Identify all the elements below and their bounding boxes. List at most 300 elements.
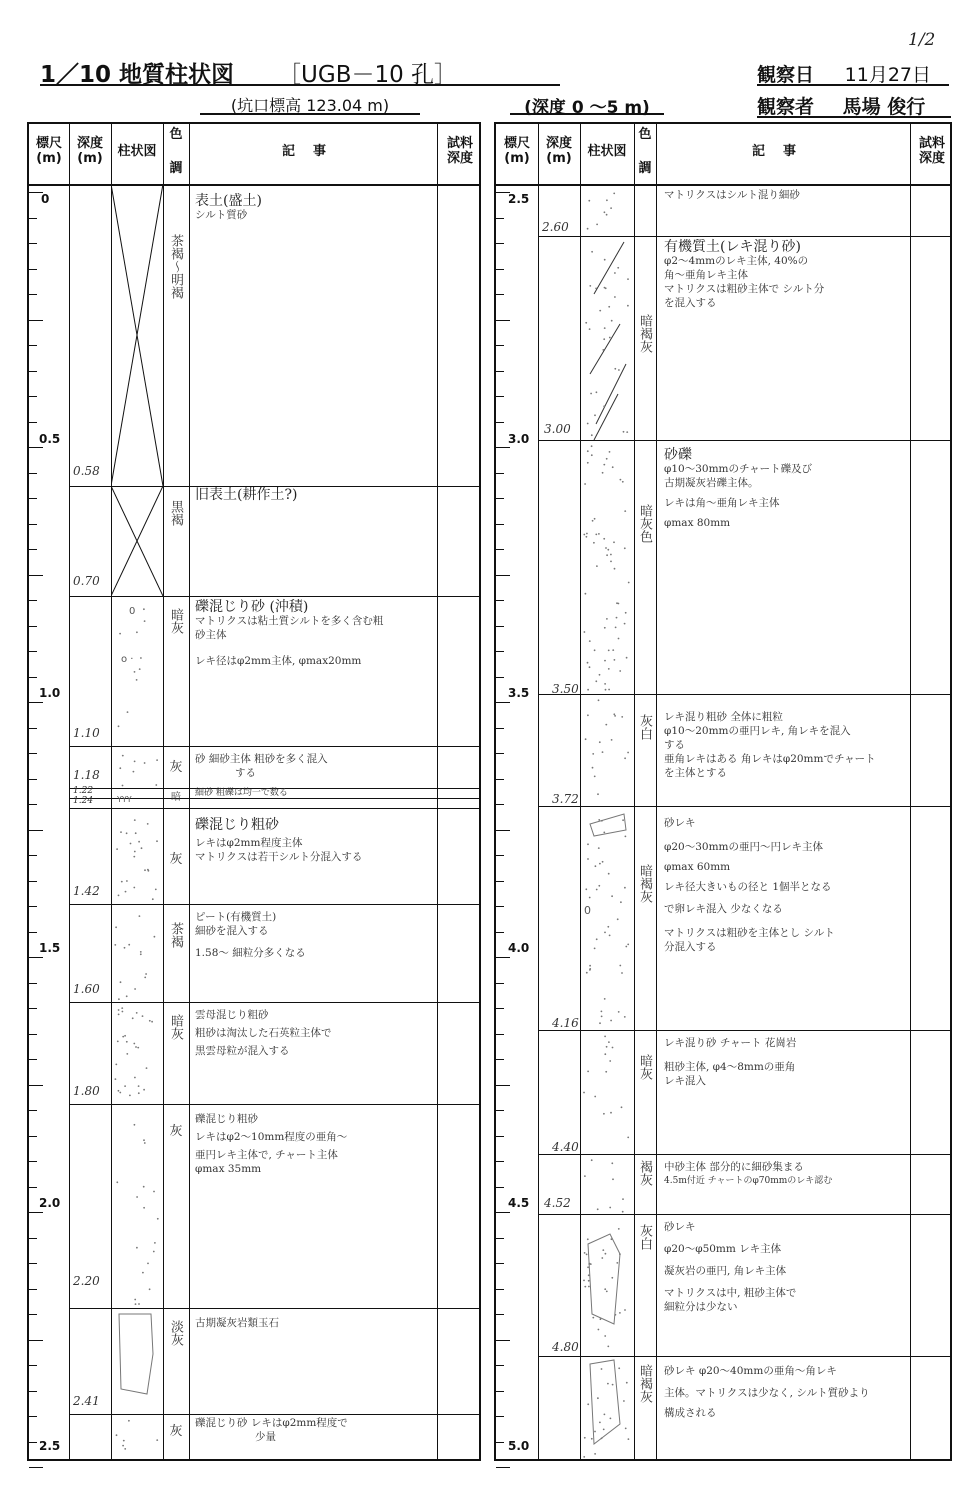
sand-dot bbox=[586, 972, 588, 974]
sand-dot bbox=[586, 536, 588, 538]
sand-dot bbox=[134, 1124, 136, 1126]
layer-color: 灰白 bbox=[637, 714, 652, 740]
sand-dot bbox=[619, 1312, 621, 1314]
sand-dot bbox=[628, 1438, 630, 1440]
sand-dot bbox=[121, 1007, 123, 1009]
sand-dot bbox=[627, 752, 629, 754]
layer-description: 礫混じり粗砂 レキはφ2mm程度主体 マトリクスは若干シルト分混入する bbox=[195, 817, 363, 863]
sand-dot bbox=[587, 689, 589, 691]
sand-dot bbox=[616, 602, 618, 604]
sand-dot bbox=[584, 1437, 586, 1439]
sand-dot bbox=[584, 483, 586, 485]
scale-tick bbox=[496, 1314, 504, 1315]
sand-dot bbox=[609, 1060, 611, 1062]
sand-dot bbox=[609, 1207, 611, 1209]
sand-dot bbox=[601, 1368, 603, 1370]
scale-label: 1.0 bbox=[39, 686, 61, 700]
sand-dot bbox=[604, 683, 606, 685]
sand-dot bbox=[583, 1280, 585, 1282]
sand-dot bbox=[604, 1288, 606, 1290]
sand-dot bbox=[584, 1175, 586, 1177]
sand-dot bbox=[592, 767, 594, 769]
sand-dot bbox=[153, 1251, 155, 1253]
sand-dot bbox=[627, 278, 629, 280]
sand-dot bbox=[608, 1041, 610, 1043]
scale-tick bbox=[496, 600, 504, 601]
sand-dot bbox=[604, 259, 606, 261]
scale-tick bbox=[496, 1161, 504, 1162]
scale-tick bbox=[29, 600, 37, 601]
sand-dot bbox=[618, 1011, 620, 1013]
scale-tick bbox=[496, 1136, 504, 1137]
sand-dot bbox=[594, 1453, 596, 1455]
scale-tick bbox=[29, 1289, 37, 1290]
sand-dot bbox=[152, 898, 154, 900]
sand-dot bbox=[601, 1011, 603, 1013]
scale-tick bbox=[496, 1442, 504, 1443]
scale-tick bbox=[496, 1059, 504, 1060]
sand-dot bbox=[119, 1092, 121, 1094]
scale-tick bbox=[496, 881, 504, 882]
sand-dot bbox=[588, 200, 590, 202]
sand-dot bbox=[118, 1090, 120, 1092]
sand-dot bbox=[118, 1014, 120, 1016]
sand-dot bbox=[594, 414, 596, 416]
sand-dot bbox=[122, 1036, 124, 1038]
sand-dot bbox=[621, 1106, 623, 1108]
sand-dot bbox=[610, 207, 612, 209]
page-number: 1/2 bbox=[908, 30, 936, 50]
sand-dot bbox=[617, 267, 619, 269]
sand-dot bbox=[149, 1020, 151, 1022]
sand-dot bbox=[612, 466, 614, 468]
scale-tick bbox=[29, 473, 37, 474]
sand-dot bbox=[126, 1041, 128, 1043]
sand-dot bbox=[624, 510, 626, 512]
sand-dot bbox=[599, 1422, 601, 1424]
sand-dot bbox=[598, 819, 600, 821]
sand-dot bbox=[144, 620, 146, 622]
sand-dot bbox=[591, 454, 593, 456]
title-text: 1／10 地質柱状図 bbox=[40, 62, 235, 88]
scale-tick bbox=[29, 269, 37, 270]
sand-dot bbox=[614, 568, 616, 570]
scale-tick bbox=[496, 1263, 504, 1264]
scale-tick bbox=[496, 830, 510, 831]
sand-dot bbox=[605, 1253, 607, 1255]
depth-label: 1.24 bbox=[73, 796, 94, 806]
scale-tick bbox=[29, 728, 37, 729]
sand-dot bbox=[587, 462, 589, 464]
sand-dot bbox=[597, 793, 599, 795]
sand-dot bbox=[122, 755, 124, 757]
layer-description: 砂レキ φ20～30mmの亜円～円レキ主体 φmax 60mm レキ径大きいもの径と 1個半となる で卵レキ混入 少なくなる マトリクスは粗砂を主体とし シルト 分混入する bbox=[664, 817, 835, 953]
scale-tick bbox=[29, 830, 43, 831]
sand-dot bbox=[614, 715, 616, 717]
sand-dot bbox=[126, 1053, 128, 1055]
sand-dot bbox=[157, 1218, 159, 1220]
sand-dot bbox=[124, 1085, 126, 1087]
sand-dot bbox=[624, 623, 626, 625]
scale-tick bbox=[29, 1008, 37, 1009]
scale-tick bbox=[29, 1263, 37, 1264]
sand-dot bbox=[134, 819, 136, 821]
scale-tick bbox=[29, 957, 43, 958]
depth-label: 4.52 bbox=[544, 1196, 571, 1210]
sand-dot bbox=[591, 251, 593, 253]
sand-dot bbox=[596, 224, 598, 226]
sand-dot bbox=[129, 1095, 131, 1097]
obs-date-value: 11月27日 bbox=[844, 64, 931, 86]
sand-dot bbox=[599, 1022, 601, 1024]
sand-dot bbox=[610, 554, 612, 556]
sand-dot bbox=[140, 951, 142, 953]
scale-tick bbox=[29, 753, 37, 754]
sand-dot bbox=[137, 1047, 139, 1049]
layer-color: 暗灰 bbox=[168, 608, 183, 634]
sand-dot bbox=[596, 391, 598, 393]
sand-dot bbox=[133, 887, 135, 889]
sand-dot bbox=[584, 1286, 586, 1288]
layer-color: 黒褐 bbox=[168, 500, 183, 526]
sand-dot bbox=[595, 680, 597, 682]
sand-dot bbox=[587, 228, 589, 230]
observer-name: 馬場 俊行 bbox=[842, 96, 926, 118]
sand-dot bbox=[588, 1263, 590, 1265]
sand-dot bbox=[605, 689, 607, 691]
hole-id: ［UGB－10 孔］ bbox=[278, 62, 458, 88]
sand-dot bbox=[143, 608, 145, 610]
scale-tick bbox=[496, 1416, 504, 1417]
layer-description: レキ混り粗砂 全体に粗粒 φ10～20mmの亜円レキ, 角レキを混入 する 亜角レキはある 角レキはφ20mmでチャート を主体とする bbox=[664, 711, 876, 779]
sand-dot bbox=[602, 349, 604, 351]
scale-tick bbox=[496, 294, 504, 295]
sand-dot bbox=[592, 520, 594, 522]
layer-description: 礫混じり砂 レキはφ2mm程度で 少量 bbox=[195, 1417, 348, 1443]
sand-dot bbox=[605, 1071, 607, 1073]
sand-dot bbox=[611, 1162, 613, 1164]
sand-dot bbox=[608, 306, 610, 308]
depth-label: 3.72 bbox=[552, 792, 579, 806]
sand-dot bbox=[122, 1445, 124, 1447]
scale-tick bbox=[496, 906, 504, 907]
sand-dot bbox=[606, 1291, 608, 1293]
sand-dot bbox=[120, 831, 122, 833]
header-depth: 深度 (m) bbox=[545, 136, 572, 166]
depth-label: 4.40 bbox=[552, 1140, 579, 1154]
scale-tick bbox=[496, 575, 510, 576]
scale-tick bbox=[496, 1365, 504, 1366]
layer-description: ピート(有機質土) 細砂を混入する 1.58～ 細粒分多くなる bbox=[195, 911, 306, 959]
sand-dot bbox=[133, 1043, 135, 1045]
sand-dot bbox=[610, 1020, 612, 1022]
sand-dot bbox=[151, 1021, 153, 1023]
sand-dot bbox=[611, 320, 613, 322]
sand-dot bbox=[608, 650, 610, 652]
layer-description: 礫混じり粗砂 レキはφ2～10mm程度の亜角～ 亜円レキ主体で, チャート主体 φmax 35mm bbox=[195, 1113, 348, 1175]
sand-dot bbox=[585, 593, 587, 595]
sand-dot bbox=[622, 1198, 624, 1200]
sand-dot bbox=[583, 1456, 585, 1458]
scale-tick bbox=[29, 1136, 37, 1137]
layer-color: 暗 bbox=[171, 792, 181, 803]
sand-dot bbox=[622, 481, 624, 483]
sand-dot bbox=[593, 542, 595, 544]
scale-tick bbox=[29, 549, 37, 550]
log-panel-right bbox=[494, 122, 952, 1461]
sand-dot bbox=[609, 451, 611, 453]
scale-tick bbox=[29, 1187, 37, 1188]
sand-dot bbox=[140, 657, 142, 659]
sand-dot bbox=[599, 310, 601, 312]
depth-label: 4.80 bbox=[552, 1340, 579, 1354]
sand-dot bbox=[127, 711, 129, 713]
sand-dot bbox=[589, 285, 591, 287]
sand-dot bbox=[587, 1403, 589, 1405]
layer-color: 茶褐 bbox=[168, 922, 183, 948]
sand-dot bbox=[603, 1429, 605, 1431]
obs-date-label: 観察日 bbox=[757, 64, 815, 86]
sand-dot bbox=[598, 699, 600, 701]
sand-dot bbox=[614, 296, 616, 298]
scale-tick bbox=[496, 651, 504, 652]
scale-label: 4.0 bbox=[508, 941, 530, 955]
sand-dot bbox=[128, 1420, 130, 1422]
layer-description: 雲母混じり粗砂 粗砂は淘汰した石英粒主体で 黒雲母粒が混入する bbox=[195, 1009, 332, 1057]
sand-dot bbox=[607, 1383, 609, 1385]
depth-label: 2.41 bbox=[73, 1394, 100, 1408]
sand-dot bbox=[603, 338, 605, 340]
scale-tick bbox=[29, 396, 37, 397]
scale-label: 0.5 bbox=[39, 432, 61, 446]
sand-dot bbox=[589, 666, 591, 668]
scale-tick bbox=[29, 881, 37, 882]
svg-text:0: 0 bbox=[584, 904, 591, 917]
scale-tick bbox=[29, 1059, 37, 1060]
sand-dot bbox=[136, 1247, 138, 1249]
sand-dot bbox=[147, 869, 149, 871]
scale-tick bbox=[29, 1391, 37, 1392]
sand-dot bbox=[116, 1181, 118, 1183]
sand-dot bbox=[604, 932, 606, 934]
scale-tick bbox=[29, 983, 37, 984]
scale-label: 2.5 bbox=[39, 1439, 61, 1453]
sand-dot bbox=[594, 518, 596, 520]
scale-label: 2.0 bbox=[39, 1196, 61, 1210]
layer-description: 表土(盛土) シルト質砂 bbox=[195, 193, 262, 221]
layer-description: レキ混り砂 チャート 花崗岩 粗砂主体, φ4～8mmの亜角 レキ混入 bbox=[664, 1037, 797, 1087]
sand-dot bbox=[602, 1249, 604, 1251]
sand-dot bbox=[119, 767, 121, 769]
sand-dot bbox=[154, 1242, 156, 1244]
scale-tick bbox=[29, 422, 37, 423]
sand-dot bbox=[612, 1384, 614, 1386]
sand-dot bbox=[116, 1434, 118, 1436]
sand-dot bbox=[121, 881, 123, 883]
observer-label: 観察者 bbox=[757, 96, 815, 118]
scale-tick bbox=[29, 1161, 37, 1162]
scale-tick bbox=[29, 447, 43, 448]
sand-dot bbox=[625, 836, 627, 838]
sand-dot bbox=[618, 1367, 620, 1369]
sand-dot bbox=[120, 981, 122, 983]
scale-tick bbox=[496, 779, 504, 780]
sand-dot bbox=[147, 1263, 149, 1265]
sand-dot bbox=[602, 472, 604, 474]
scale-tick bbox=[29, 651, 37, 652]
svg-text:o ·: o · bbox=[121, 654, 134, 665]
scale-tick bbox=[496, 932, 504, 933]
sand-dot bbox=[589, 968, 591, 970]
scale-tick bbox=[496, 218, 504, 219]
depth-label: 0.58 bbox=[73, 464, 100, 478]
scale-tick bbox=[496, 269, 504, 270]
depth-label: 1.80 bbox=[73, 1084, 100, 1098]
sand-dot bbox=[143, 1207, 145, 1209]
sand-dot bbox=[143, 1139, 145, 1141]
scale-tick bbox=[29, 345, 37, 346]
scale-label: 2.5 bbox=[508, 192, 530, 206]
sand-dot bbox=[589, 965, 591, 967]
sand-dot bbox=[625, 612, 627, 614]
sand-dot bbox=[611, 1277, 613, 1279]
sand-dot bbox=[119, 633, 121, 635]
sand-dot bbox=[606, 1046, 608, 1048]
sand-dot bbox=[156, 1439, 158, 1441]
sand-dot bbox=[620, 901, 622, 903]
scale-tick bbox=[496, 1391, 504, 1392]
sand-dot bbox=[132, 1017, 134, 1019]
sand-dot bbox=[612, 649, 614, 651]
scale-tick bbox=[496, 677, 504, 678]
sand-dot bbox=[619, 1253, 621, 1255]
sand-dot bbox=[598, 847, 600, 849]
sand-dot bbox=[598, 533, 600, 535]
scale-label: 4.5 bbox=[508, 1196, 530, 1210]
sand-dot bbox=[599, 674, 601, 676]
sand-dot bbox=[616, 617, 618, 619]
lithology-column-left bbox=[111, 124, 163, 1463]
sand-dot bbox=[606, 199, 608, 201]
scale-tick bbox=[29, 1467, 43, 1468]
sand-dot bbox=[618, 638, 620, 640]
depth-label: 1.10 bbox=[73, 726, 100, 740]
sand-dot bbox=[144, 1142, 146, 1144]
sand-dot bbox=[139, 915, 141, 917]
depth-label: 2.20 bbox=[73, 1274, 100, 1288]
scale-label: 1.5 bbox=[39, 941, 61, 955]
sand-dot bbox=[626, 431, 628, 433]
scale-tick bbox=[496, 1340, 510, 1341]
sand-dot bbox=[611, 1238, 613, 1240]
scale-tick bbox=[496, 447, 510, 448]
scale-tick bbox=[496, 345, 504, 346]
scale-tick bbox=[496, 1110, 504, 1111]
sand-dot bbox=[124, 1035, 126, 1037]
sand-dot bbox=[134, 671, 136, 673]
sand-dot bbox=[606, 618, 608, 620]
sand-dot bbox=[144, 869, 146, 871]
sand-dot bbox=[599, 863, 601, 865]
scale-tick bbox=[29, 1340, 43, 1341]
sand-dot bbox=[610, 1112, 612, 1114]
sand-dot bbox=[141, 847, 143, 849]
sand-dot bbox=[587, 450, 589, 452]
sand-dot bbox=[605, 287, 607, 289]
sand-dot bbox=[591, 445, 593, 447]
header-sample: 試料 深度 bbox=[918, 136, 945, 166]
scale-tick bbox=[496, 626, 504, 627]
sand-dot bbox=[128, 944, 130, 946]
sand-dot bbox=[602, 861, 604, 863]
scale-tick bbox=[496, 855, 504, 856]
scale-label: 3.0 bbox=[508, 432, 530, 446]
scale-tick bbox=[29, 294, 37, 295]
sand-dot bbox=[601, 820, 603, 822]
scale-tick bbox=[496, 498, 504, 499]
sand-dot bbox=[601, 1016, 603, 1018]
scale-tick bbox=[496, 1467, 510, 1468]
sand-dot bbox=[609, 935, 611, 937]
header-sample: 試料 深度 bbox=[446, 136, 473, 166]
sand-dot bbox=[124, 1448, 126, 1450]
sand-dot bbox=[617, 918, 619, 920]
sand-dot bbox=[604, 327, 606, 329]
scale-tick bbox=[29, 1238, 37, 1239]
layer-color: 暗灰 bbox=[168, 1014, 183, 1040]
sand-dot bbox=[605, 547, 607, 549]
layer-description: 砂レキ φ20～40mmの亜角～角レキ 主体。マトリクスは少なく, シルト質砂より 構成される bbox=[664, 1365, 870, 1419]
sand-dot bbox=[595, 534, 597, 536]
sand-dot bbox=[583, 1092, 585, 1094]
sand-dot bbox=[614, 659, 616, 661]
sand-dot bbox=[146, 1067, 148, 1069]
layer-description: 旧表土(耕作土?) bbox=[195, 487, 298, 503]
sand-dot bbox=[621, 716, 623, 718]
sand-dot bbox=[133, 856, 135, 858]
scale-tick bbox=[29, 626, 37, 627]
sand-dot bbox=[118, 998, 120, 1000]
sand-dot bbox=[603, 832, 605, 834]
sand-dot bbox=[133, 771, 135, 773]
header-desc: 記事 bbox=[281, 144, 344, 159]
sand-dot bbox=[598, 885, 600, 887]
header-column: 柱状図 bbox=[587, 144, 627, 159]
sand-dot bbox=[149, 1288, 151, 1290]
scale-tick bbox=[29, 371, 37, 372]
sand-dot bbox=[134, 761, 136, 763]
scale-tick bbox=[496, 243, 504, 244]
layer-color: 淡灰 bbox=[168, 1320, 183, 1346]
scale-tick bbox=[496, 549, 504, 550]
sand-dot bbox=[144, 977, 146, 979]
sand-dot bbox=[604, 1036, 606, 1038]
sand-dot bbox=[587, 843, 589, 845]
sand-dot bbox=[587, 1071, 589, 1073]
sand-dot bbox=[584, 631, 586, 633]
sand-dot bbox=[614, 368, 616, 370]
sand-dot bbox=[624, 1309, 626, 1311]
sand-dot bbox=[591, 1438, 593, 1440]
sand-dot bbox=[143, 1186, 145, 1188]
sand-dot bbox=[620, 479, 622, 481]
layer-description: 古期凝灰岩類玉石 bbox=[195, 1317, 279, 1329]
scale-label: 3.5 bbox=[508, 686, 530, 700]
sand-dot bbox=[585, 888, 587, 890]
scale-tick bbox=[29, 677, 37, 678]
scale-tick bbox=[496, 1238, 504, 1239]
sand-dot bbox=[134, 1299, 136, 1301]
